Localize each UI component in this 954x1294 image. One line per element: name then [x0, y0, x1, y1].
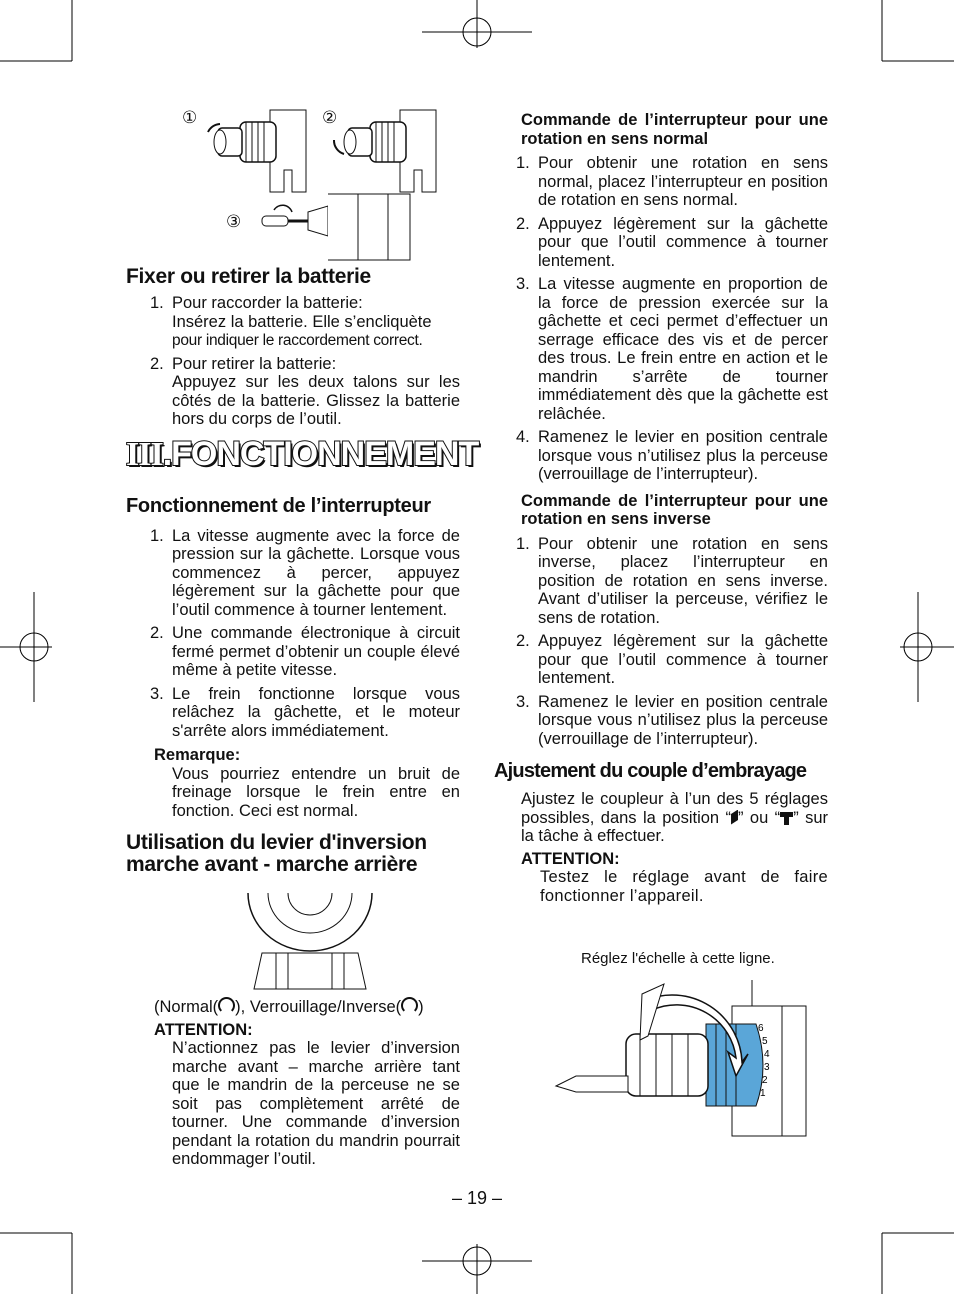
left-column [126, 265, 479, 876]
section-title [126, 434, 479, 485]
dial-number-2: 2 [762, 1075, 768, 1086]
lever-caption: (Normal( ), Verrouillage/Inverse( ) [154, 998, 424, 1016]
reversing-lever-illustration [248, 893, 372, 989]
dial-number-4: 4 [764, 1049, 770, 1060]
switch-item-3: 3. Le frein fonctionne lorsque vous relâchez la gâchette, et le moteur s'arrête alors immédiatement. [150, 684, 460, 740]
dial-number-5: 5 [762, 1036, 768, 1047]
reverse-rotation-icon [401, 997, 418, 1014]
marker-3: ③ [226, 212, 242, 231]
dial-number-6: 6 [758, 1023, 764, 1034]
marker-2: ② [322, 108, 338, 127]
normal-item-1: 1. Pour obtenir une rotation en sens normal, placez l’interrupteur en position de rotation en sens normal. [516, 154, 828, 209]
page-number: – 19 – [451, 1188, 503, 1208]
normal-rotation-heading: Commande de l’interrupteur pour une rotation en sens normal [521, 111, 828, 148]
forward-rotation-icon [218, 997, 235, 1014]
lever-attention-label: ATTENTION: [154, 1020, 253, 1039]
clutch-heading: Ajustement du couple d’embrayage [494, 760, 807, 782]
note-label: Remarque: [154, 746, 241, 764]
battery-figure [180, 106, 412, 261]
lever-section [154, 997, 460, 1169]
normal-item-2: 2. Appuyez légèrement sur la gâchette pour que l’outil commence à tourner lentement. [516, 214, 828, 270]
switch-heading: Fonctionnement de l’interrupteur [126, 494, 431, 517]
note [126, 746, 460, 820]
battery-heading: Fixer ou retirer la batterie [126, 265, 371, 288]
clutch-dial-illustration [556, 976, 806, 1136]
normal-item-3: 3. La vitesse augmente en proportion de la force de pression exercée sur la gâchette et ceci permet d’effectuer un serrage efficace des vis et de percer des trous. Le frein entre en action et le mandrin s’arrête de tourner immédiatement dès que la gâchette est relâchée. [516, 275, 828, 423]
screwdriver-bit-illustration [248, 192, 448, 262]
lever-heading: Utilisation du levier d'inversion marche avant - marche arrière [126, 831, 427, 876]
drill-mode-icon [731, 810, 738, 825]
reverse-item-2: 2. Appuyez légèrement sur la gâchette pour que l’outil commence à tourner lentement. [516, 632, 828, 687]
clutch-text: Ajustez le coupleur à l’un des 5 réglages possibles, dans la position “ ” ou “ ” sur la tâche à effectuer. [521, 790, 829, 845]
clutch-attention-label: ATTENTION: [521, 849, 620, 868]
lever-attention-text: N’actionnez pas le levier d’inversion marche avant – marche arrière tant que le mandrin de la perceuse ne se soit pas complètement arrêté de tourner. Une commande d’inversion pendant la rotation du mandrin pourrait endommager l’outil. [172, 1039, 460, 1168]
normal-item-4: 4. Ramenez le levier en position centrale lorsque vous n’utilisez plus la perceuse (verrouillage de l’interrupteur). [516, 428, 828, 483]
switch-item-1: 1. La vitesse augmente avec la force de pression sur la gâchette. Lorsque vous commencez à percer, appuyez légèrement sur la gâchette pour que l’outil commence à tourner lentement. [150, 526, 460, 619]
battery-item-1: 1. Pour raccorder la batterie: Insérez la batterie. Elle s’encliquète pour indiquer le raccordement correct. [150, 294, 432, 349]
battery-item-2: 2. Pour retirer la batterie: Appuyez sur les deux talons sur les côtés de la batterie. Glissez la batterie hors du corps de l’outil. [150, 354, 460, 428]
marker-1: ① [182, 108, 198, 127]
reverse-item-3: 3. Ramenez le levier en position centrale lorsque vous n’utilisez plus la perceuse (verrouillage de l’interrupteur). [516, 692, 828, 748]
right-column [494, 111, 828, 905]
dial-number-3: 3 [764, 1062, 770, 1073]
screw-mode-icon [780, 812, 793, 825]
clutch-attention-text: Testez le réglage avant de faire fonctionner l’appareil. [540, 868, 828, 905]
reverse-item-1: 1. Pour obtenir une rotation en sens inverse, placez l’interrupteur en position de rotation en sens inverse. Avant d’utiliser la perceuse, vérifiez le sens de rotation. [516, 534, 828, 627]
section-numeral: III [126, 435, 163, 473]
note-text: Vous pourriez entendre un bruit de freinage lorsque le frein entre en fonction. Ceci est normal. [172, 764, 460, 820]
drill-chuck-illustration-2 [330, 110, 430, 195]
reverse-rotation-heading: Commande de l’interrupteur pour une rotation en sens inverse [521, 491, 828, 528]
clutch-figure-caption: Réglez l'échelle à cette ligne. [581, 950, 775, 967]
drill-chuck-illustration-1 [200, 110, 300, 195]
dial-number-1: 1 [760, 1088, 766, 1099]
switch-item-2: 2. Une commande électronique à circuit fermé permet d’obtenir un couple élevé même à petite vitesse. [150, 624, 460, 679]
section-title-text: .FONCTIONNEMENT [162, 434, 479, 473]
